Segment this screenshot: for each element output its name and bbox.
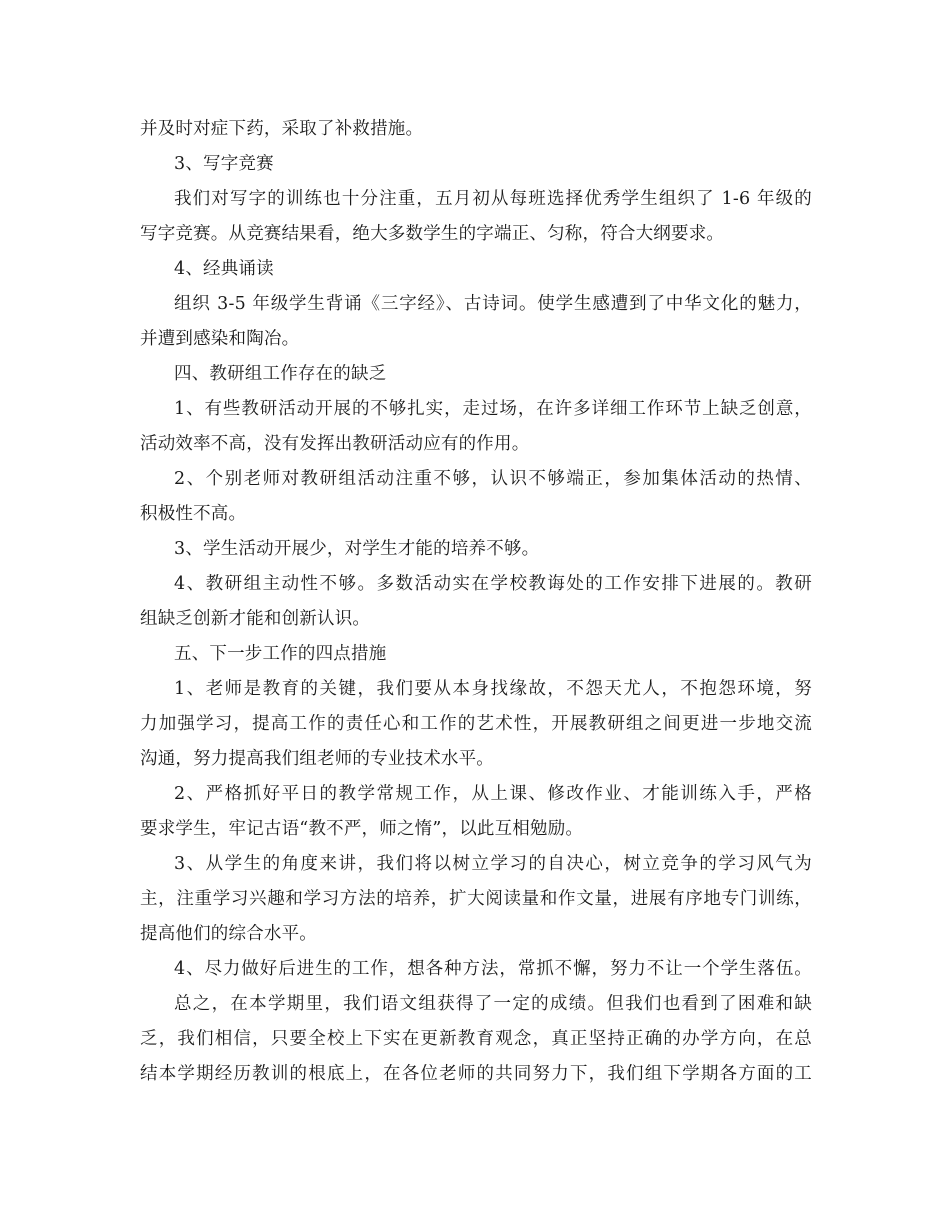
text-line: 组织 3-5 年级学生背诵《三字经》、古诗词。使学生感遭到了中华文化的魅力， <box>174 294 812 314</box>
text-line: 3、从学生的角度来讲，我们将以树立学习的自决心，树立竞争的学习风气为 <box>174 854 812 874</box>
text-line: 沟通，努力提高我们组老师的专业技术水平。 <box>140 749 494 769</box>
text-line: 4、经典诵读 <box>174 259 274 279</box>
text-line: 3、写字竞赛 <box>174 154 274 174</box>
text-line: 并遭到感染和陶冶。 <box>140 329 300 349</box>
text-line: 写字竞赛。从竞赛结果看，绝大多数学生的字端正、匀称，符合大纲要求。 <box>140 224 725 244</box>
text-line: 2、个别老师对教研组活动注重不够，认识不够端正，参加集体活动的热情、 <box>174 469 812 489</box>
text-line: 4、教研组主动性不够。多数活动实在学校教诲处的工作安排下进展的。教研 <box>174 574 812 594</box>
section-heading: 五、下一步工作的四点措施 <box>174 644 387 664</box>
text-line: 并及时对症下药，采取了补救措施。 <box>140 119 424 139</box>
text-line: 乏，我们相信，只要全校上下实在更新教育观念，真正坚持正确的办学方向，在总 <box>140 1029 812 1049</box>
text-line: 组缺乏创新才能和创新认识。 <box>140 609 371 629</box>
text-line: 1、老师是教育的关键，我们要从本身找缘故，不怨天尤人，不抱怨环境，努 <box>174 679 812 699</box>
text-line: 总之，在本学期里，我们语文组获得了一定的成绩。但我们也看到了困难和缺 <box>174 994 812 1014</box>
text-line: 结本学期经历教训的根底上，在各位老师的共同努力下，我们组下学期各方面的工 <box>140 1064 812 1084</box>
text-line: 提高他们的综合水平。 <box>140 924 317 944</box>
text-line: 3、学生活动开展少，对学生才能的培养不够。 <box>174 539 540 559</box>
document-page <box>140 112 812 1092</box>
text-line: 4、尽力做好后进生的工作，想各种方法，常抓不懈，努力不让一个学生落伍。 <box>174 959 812 979</box>
text-line: 活动效率不高，没有发挥出教研活动应有的作用。 <box>140 434 530 454</box>
text-line: 2、严格抓好平日的教学常规工作，从上课、修改作业、才能训练入手，严格 <box>174 784 812 804</box>
text-line: 我们对写字的训练也十分注重，五月初从每班选择优秀学生组织了 1-6 年级的 <box>174 189 812 209</box>
text-line: 积极性不高。 <box>140 504 247 524</box>
text-line: 主，注重学习兴趣和学习方法的培养，扩大阅读量和作文量，进展有序地专门训练， <box>140 889 812 909</box>
text-line: 1、有些教研活动开展的不够扎实，走过场，在许多详细工作环节上缺乏创意， <box>174 399 812 419</box>
section-heading: 四、教研组工作存在的缺乏 <box>174 364 387 384</box>
text-line: 力加强学习，提高工作的责任心和工作的艺术性，开展教研组之间更进一步地交流 <box>140 714 812 734</box>
text-line: 要求学生，牢记古语“教不严，师之惰”，以此互相勉励。 <box>140 819 584 839</box>
